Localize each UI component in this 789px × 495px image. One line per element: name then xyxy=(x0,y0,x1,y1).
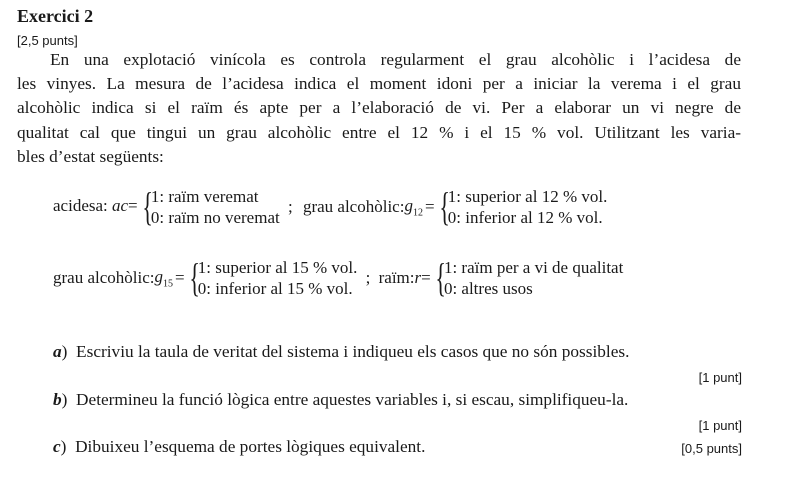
intro-line: En una explotació vinícola es controla regularment el grau alcohòlic i l’acidesa de xyxy=(50,50,741,69)
question-b: b) Determineu la funció lògica entre aquestes variables i, si escau, simplifiqueu-la. xyxy=(53,390,629,409)
ac-case-1: 1: raïm veremat xyxy=(150,187,259,206)
equals-sign: = xyxy=(421,268,431,287)
g15-cases xyxy=(198,257,358,299)
intro-line: qualitat cal que tingui un grau alcohòlic entre el 12 % i el 15 % vol. Utilitzant les varia- xyxy=(17,122,741,142)
question-letter: c xyxy=(53,437,61,456)
ac-cases xyxy=(151,186,280,228)
variables-row-2 xyxy=(53,257,623,299)
brace-icon: { xyxy=(141,184,153,229)
intro-line: alcohòlic indica si el raïm és apte per a l’elaboració de vi. Per a elaborar un vi negre de xyxy=(17,98,741,118)
question-points: [0,5 punts] xyxy=(681,441,742,456)
g15-label: grau alcohòlic: xyxy=(53,268,155,287)
separator: ; xyxy=(287,197,293,216)
acidesa-label: acidesa: xyxy=(53,195,108,215)
r-symbol: r xyxy=(414,268,422,287)
g15-subscript: 15 xyxy=(163,278,173,290)
g12-subscript: 12 xyxy=(412,207,423,219)
brace-icon: { xyxy=(438,184,450,229)
question-letter: b xyxy=(53,390,62,409)
r-case-1: 1: raïm per a vi de qualitat xyxy=(443,258,624,277)
brace-icon: { xyxy=(435,255,446,300)
question-text: Determineu la funció lògica entre aquestes variables i, si escau, simplifiqueu-la. xyxy=(76,390,629,409)
r-cases xyxy=(444,257,623,299)
separator: ; xyxy=(365,268,371,287)
variables-row-1 xyxy=(53,186,607,228)
equals-sign: = xyxy=(128,195,138,215)
question-text: Dibuixeu l’esquema de portes lògiques equivalent. xyxy=(75,437,426,456)
g12-label: grau alcohòlic: xyxy=(302,197,405,216)
question-text: Escriviu la taula de veritat del sistema i indiqueu els casos que no són possibles. xyxy=(76,342,630,361)
g12-symbol: g xyxy=(404,195,413,215)
raim-label: raïm: xyxy=(378,268,415,287)
question-letter: a xyxy=(53,342,62,361)
g12-case-0: 0: inferior al 12 % vol. xyxy=(447,208,603,227)
g12-cases xyxy=(448,186,608,228)
equals-sign: = xyxy=(424,197,435,216)
brace-icon: { xyxy=(188,255,200,300)
question-points: [1 punt] xyxy=(698,370,742,385)
ac-case-0: 0: raïm no veremat xyxy=(150,208,280,227)
ac-symbol: ac xyxy=(112,195,129,215)
intro-paragraph xyxy=(17,48,741,169)
exercise-title: Exercici 2 xyxy=(17,6,94,26)
g12-case-1: 1: superior al 12 % vol. xyxy=(447,187,608,206)
g15-case-1: 1: superior al 15 % vol. xyxy=(197,258,358,277)
intro-line: bles d’estat següents: xyxy=(17,146,164,166)
question-a: a) Escriviu la taula de veritat del sistema i indiqueu els casos que no són possibles. xyxy=(53,342,630,361)
r-case-0: 0: altres usos xyxy=(443,279,533,298)
intro-line: les vinyes. La mesura de l’acidesa indica el moment idoni per a iniciar la verema i el grau xyxy=(17,74,741,94)
question-points: [1 punt] xyxy=(698,418,742,433)
g15-case-0: 0: inferior al 15 % vol. xyxy=(197,279,353,298)
question-c: c) Dibuixeu l’esquema de portes lògiques equivalent. xyxy=(53,437,426,456)
total-points: [2,5 punts] xyxy=(17,33,78,48)
equals-sign: = xyxy=(175,268,185,287)
g15-symbol: g xyxy=(154,266,163,286)
